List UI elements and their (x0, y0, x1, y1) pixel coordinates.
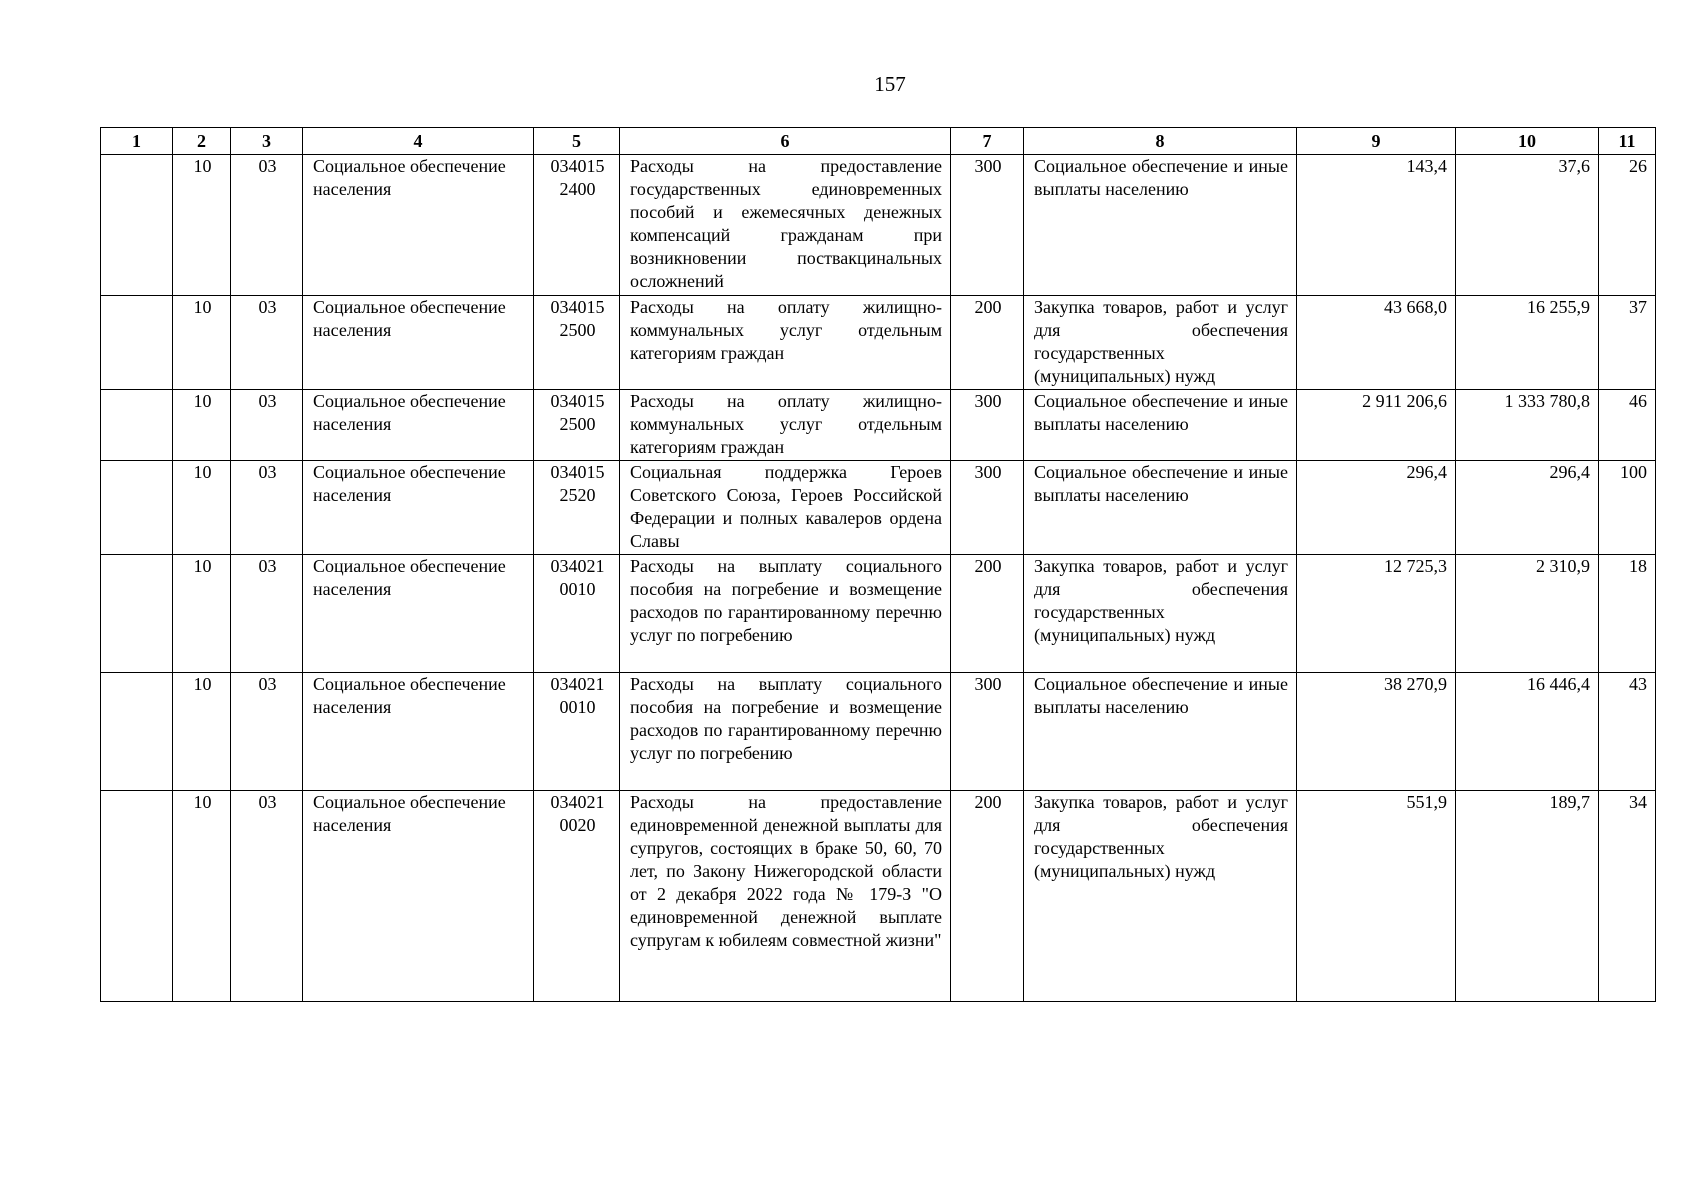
cell-expense-type-code: 300 (951, 390, 1024, 461)
cell-section: 10 (173, 155, 231, 296)
target-code-part1: 034015 (550, 156, 605, 176)
target-code-part2: 2520 (559, 485, 596, 505)
cell-col1 (101, 673, 173, 791)
page-number: 157 (874, 72, 906, 96)
cell-expense-description: Расходы на оплату жилищно-коммунальных услуг отдельным категориям граждан (620, 390, 951, 461)
target-code-part1: 034021 (550, 556, 605, 576)
column-header: 3 (231, 128, 303, 155)
target-code-part2: 0010 (559, 579, 596, 599)
cell-col1 (101, 390, 173, 461)
cell-col1 (101, 791, 173, 1002)
target-code-part1: 034021 (550, 792, 605, 812)
column-header: 10 (1456, 128, 1599, 155)
cell-subsection-name: Социальное обеспечение населения (303, 791, 534, 1002)
budget-table (100, 127, 1656, 1002)
cell-expense-type-name: Социальное обеспечение и иные выплаты населению (1024, 155, 1297, 296)
column-header: 8 (1024, 128, 1297, 155)
cell-expense-type-name: Социальное обеспечение и иные выплаты населению (1024, 673, 1297, 791)
cell-target-code (534, 555, 620, 673)
cell-section: 10 (173, 555, 231, 673)
cell-plan-amount: 43 668,0 (1297, 296, 1456, 390)
column-header: 1 (101, 128, 173, 155)
table-row (101, 296, 1656, 390)
header-row (101, 128, 1656, 155)
cell-section: 10 (173, 673, 231, 791)
cell-target-code (534, 390, 620, 461)
cell-expense-type-code: 200 (951, 791, 1024, 1002)
cell-plan-amount: 2 911 206,6 (1297, 390, 1456, 461)
cell-percent: 37 (1599, 296, 1656, 390)
cell-expense-description: Расходы на предоставление государственных единовременных пособий и ежемесячных денежных компенсаций гражданам при возникновении поствакцинальных осложнений (620, 155, 951, 296)
cell-section: 10 (173, 390, 231, 461)
target-code-part2: 0020 (559, 815, 596, 835)
cell-expense-type-name: Закупка товаров, работ и услуг для обеспечения государственных (муниципальных) нужд (1024, 791, 1297, 1002)
column-header: 11 (1599, 128, 1656, 155)
target-code-part1: 034015 (550, 391, 605, 411)
cell-expense-type-name: Закупка товаров, работ и услуг для обеспечения государственных (муниципальных) нужд (1024, 555, 1297, 673)
cell-actual-amount: 37,6 (1456, 155, 1599, 296)
cell-col1 (101, 296, 173, 390)
target-code-part2: 2500 (559, 414, 596, 434)
cell-expense-type-code: 300 (951, 673, 1024, 791)
cell-percent: 18 (1599, 555, 1656, 673)
cell-plan-amount: 296,4 (1297, 461, 1456, 555)
target-code-part1: 034015 (550, 462, 605, 482)
cell-subsection: 03 (231, 155, 303, 296)
cell-target-code (534, 791, 620, 1002)
table-row (101, 155, 1656, 296)
table-row (101, 390, 1656, 461)
column-header: 4 (303, 128, 534, 155)
cell-percent: 100 (1599, 461, 1656, 555)
cell-actual-amount: 2 310,9 (1456, 555, 1599, 673)
table-row (101, 555, 1656, 673)
column-header: 9 (1297, 128, 1456, 155)
cell-section: 10 (173, 296, 231, 390)
target-code-part2: 2500 (559, 320, 596, 340)
cell-subsection-name: Социальное обеспечение населения (303, 673, 534, 791)
cell-percent: 26 (1599, 155, 1656, 296)
cell-percent: 46 (1599, 390, 1656, 461)
cell-expense-description: Расходы на выплату социального пособия на погребение и возмещение расходов по гарантированному перечню услуг по погребению (620, 555, 951, 673)
cell-plan-amount: 551,9 (1297, 791, 1456, 1002)
cell-percent: 43 (1599, 673, 1656, 791)
table-row (101, 461, 1656, 555)
cell-expense-type-code: 300 (951, 155, 1024, 296)
column-header: 6 (620, 128, 951, 155)
cell-target-code (534, 155, 620, 296)
cell-subsection-name: Социальное обеспечение населения (303, 390, 534, 461)
target-code-part2: 0010 (559, 697, 596, 717)
cell-section: 10 (173, 791, 231, 1002)
cell-subsection: 03 (231, 390, 303, 461)
cell-expense-type-code: 200 (951, 555, 1024, 673)
cell-subsection-name: Социальное обеспечение населения (303, 296, 534, 390)
column-header: 7 (951, 128, 1024, 155)
target-code-part1: 034015 (550, 297, 605, 317)
cell-percent: 34 (1599, 791, 1656, 1002)
cell-subsection-name: Социальное обеспечение населения (303, 461, 534, 555)
cell-expense-type-name: Социальное обеспечение и иные выплаты населению (1024, 390, 1297, 461)
column-header: 2 (173, 128, 231, 155)
target-code-part2: 2400 (559, 179, 596, 199)
column-header: 5 (534, 128, 620, 155)
cell-actual-amount: 16 255,9 (1456, 296, 1599, 390)
table-row (101, 673, 1656, 791)
cell-subsection-name: Социальное обеспечение населения (303, 555, 534, 673)
target-code-part1: 034021 (550, 674, 605, 694)
cell-section: 10 (173, 461, 231, 555)
cell-plan-amount: 38 270,9 (1297, 673, 1456, 791)
cell-actual-amount: 189,7 (1456, 791, 1599, 1002)
cell-expense-type-code: 200 (951, 296, 1024, 390)
cell-actual-amount: 296,4 (1456, 461, 1599, 555)
cell-expense-type-code: 300 (951, 461, 1024, 555)
cell-subsection: 03 (231, 461, 303, 555)
cell-target-code (534, 673, 620, 791)
cell-subsection: 03 (231, 555, 303, 673)
cell-expense-type-name: Закупка товаров, работ и услуг для обеспечения государственных (муниципальных) нужд (1024, 296, 1297, 390)
cell-col1 (101, 155, 173, 296)
cell-subsection-name: Социальное обеспечение населения (303, 155, 534, 296)
cell-plan-amount: 143,4 (1297, 155, 1456, 296)
cell-expense-description: Расходы на предоставление единовременной денежной выплаты для супругов, состоящих в браке 50, 60, 70 лет, по Закону Нижегородской области от 2 декабря 2022 года № 179-З "О единовременной денежной выплате супругам к юбилеям совместной жизни" (620, 791, 951, 1002)
cell-subsection: 03 (231, 791, 303, 1002)
cell-actual-amount: 1 333 780,8 (1456, 390, 1599, 461)
cell-col1 (101, 555, 173, 673)
cell-target-code (534, 461, 620, 555)
cell-plan-amount: 12 725,3 (1297, 555, 1456, 673)
cell-expense-description: Расходы на оплату жилищно-коммунальных услуг отдельным категориям граждан (620, 296, 951, 390)
cell-subsection: 03 (231, 673, 303, 791)
cell-col1 (101, 461, 173, 555)
cell-actual-amount: 16 446,4 (1456, 673, 1599, 791)
cell-expense-type-name: Социальное обеспечение и иные выплаты населению (1024, 461, 1297, 555)
cell-subsection: 03 (231, 296, 303, 390)
table-row (101, 791, 1656, 1002)
cell-target-code (534, 296, 620, 390)
cell-expense-description: Социальная поддержка Героев Советского Союза, Героев Российской Федерации и полных кавалеров ордена Славы (620, 461, 951, 555)
cell-expense-description: Расходы на выплату социального пособия на погребение и возмещение расходов по гарантированному перечню услуг по погребению (620, 673, 951, 791)
